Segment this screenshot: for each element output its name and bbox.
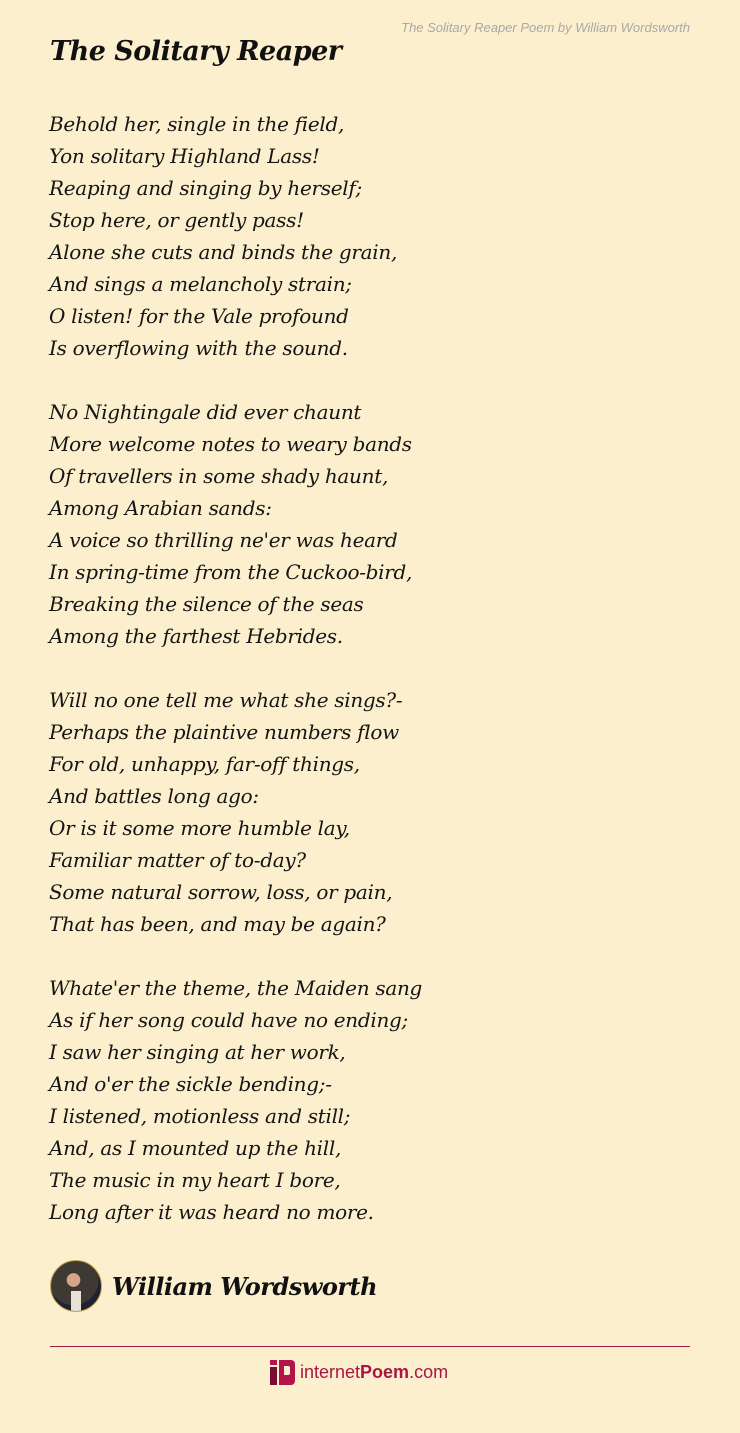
poem-line: Perhaps the plaintive numbers flow (49, 720, 399, 744)
footer-divider (50, 1346, 690, 1347)
stanza (49, 684, 422, 940)
poem-line: Of travellers in some shady haunt, (49, 464, 389, 488)
author-block[interactable] (50, 1260, 377, 1312)
brand-name (300, 1362, 448, 1383)
poem-line: Behold her, single in the field, (49, 112, 345, 136)
stanza (49, 108, 422, 364)
poem-line: Long after it was heard no more. (49, 1200, 374, 1224)
stanza (49, 972, 422, 1228)
poem-line: Reaping and singing by herself; (49, 176, 362, 200)
poem-line: Familiar matter of to-day? (49, 848, 306, 872)
author-name[interactable]: William Wordsworth (112, 1271, 378, 1301)
poem-line: Or is it some more humble lay, (49, 816, 350, 840)
poem-line: As if her song could have no ending; (49, 1008, 408, 1032)
poem-line: That has been, and may be again? (49, 912, 386, 936)
poem-line: Will no one tell me what she sings?- (49, 688, 403, 712)
poem-title: The Solitary Reaper (50, 36, 342, 67)
poem-line: And o'er the sickle bending;- (49, 1072, 332, 1096)
poem-line: Some natural sorrow, loss, or pain, (49, 880, 393, 904)
author-portrait-icon[interactable] (50, 1260, 102, 1312)
poem-line: For old, unhappy, far-off things, (49, 752, 360, 776)
brand-prefix: internet (300, 1362, 361, 1382)
poem-line: In spring-time from the Cuckoo-bird, (49, 560, 413, 584)
poem-line: I saw her singing at her work, (49, 1040, 346, 1064)
internetpoem-logo-link[interactable] (270, 1360, 448, 1385)
poem-line: Yon solitary Highland Lass! (49, 144, 320, 168)
poem-line: Among the farthest Hebrides. (49, 624, 343, 648)
poem-line: O listen! for the Vale profound (49, 304, 349, 328)
internetpoem-logo-icon (270, 1360, 295, 1385)
poem-line: No Nightingale did ever chaunt (49, 400, 362, 424)
poem-line: And sings a melancholy strain; (49, 272, 352, 296)
poem-line: Breaking the silence of the seas (49, 592, 364, 616)
poem-line: And, as I mounted up the hill, (49, 1136, 342, 1160)
poem-line: And battles long ago: (49, 784, 259, 808)
poem-line: Among Arabian sands: (49, 496, 272, 520)
poem-line: A voice so thrilling ne'er was heard (49, 528, 398, 552)
poem-line: More welcome notes to weary bands (49, 432, 412, 456)
poem-line: I listened, motionless and still; (49, 1104, 351, 1128)
page-caption: The Solitary Reaper Poem by William Wordsworth (401, 20, 690, 35)
poem-line: Alone she cuts and binds the grain, (49, 240, 398, 264)
poem-line: Is overflowing with the sound. (49, 336, 348, 360)
poem-line: Whate'er the theme, the Maiden sang (49, 976, 423, 1000)
poem-body (49, 108, 422, 1260)
poem-line: Stop here, or gently pass! (49, 208, 304, 232)
brand-suffix: .com (409, 1362, 449, 1382)
brand-bold: Poem (360, 1362, 410, 1382)
stanza (49, 396, 422, 652)
poem-line: The music in my heart I bore, (49, 1168, 341, 1192)
